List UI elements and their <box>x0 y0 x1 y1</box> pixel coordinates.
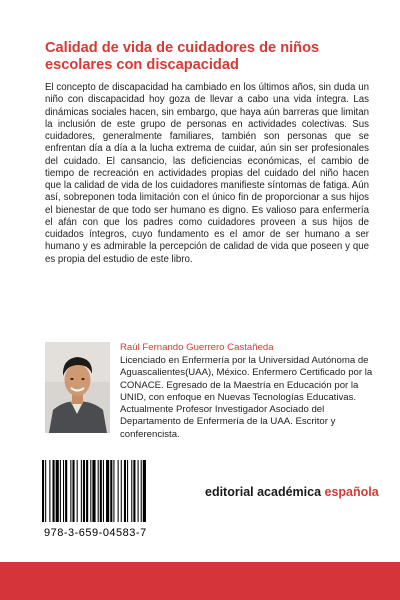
barcode-bar <box>53 460 55 522</box>
barcode-bar <box>110 460 112 522</box>
barcode-bar <box>90 460 91 522</box>
author-name: Raúl Fernando Guerrero Castañeda <box>120 342 274 353</box>
barcode-bar <box>42 460 44 522</box>
barcode-bar <box>127 460 128 522</box>
barcode-bar <box>77 460 78 522</box>
barcode-bar <box>72 460 74 522</box>
publisher-name-main: editorial académica <box>205 485 325 499</box>
barcode-bar <box>63 460 64 522</box>
barcode-bar <box>81 460 82 522</box>
barcode-bar <box>92 460 95 522</box>
barcode-bar <box>45 460 46 522</box>
barcode-bar <box>100 460 102 522</box>
barcode-bar <box>98 460 99 522</box>
barcode-bar <box>141 460 142 522</box>
barcode-bar <box>65 460 67 522</box>
barcode-bar <box>83 460 85 522</box>
bottom-color-band <box>0 562 400 600</box>
book-title: Calidad de vida de cuidadores de niños escolares con discapacidad <box>45 40 320 73</box>
barcode-bar <box>143 460 146 522</box>
author-photo <box>45 342 110 433</box>
barcode-bar <box>131 460 132 522</box>
book-blurb: El concepto de discapacidad ha cambiado en los últimos años, sin duda un niño con discapacidad hoy goza de llevar a cabo una vida íntegra. Las dinámicas sociales hacen, sin embargo, que haya aún barreras que limitan la inclusión de este grupo de personas en actividades colectivas. Sus cuidadores, generalmente familiares, también son personas que se enfrentan día a día a la lucha extrema de cuidar, aún sin ser profesionales del cuidado. El cansancio, las deficiencias económicas, el cambio de tiempo de recreación en actividades propias del cuidado del niño hacen que la calidad de vida de los cuidadores manifieste síntomas de fatiga. Aún así, sobreponen toda limitación con el único fin de proporcionar a sus hijos el bienestar de que todo ser humano es digno. Es valioso para enfermería el afán con que los padres como cuidadores proveen a sus hijos de cuidados íntegros, cuyo fundamento es el amor de ser humano a ser humano y es admirable la percepción de calidad de vida que poseen y que es propia del estudio de este libro. <box>45 82 369 265</box>
barcode-bar <box>86 460 88 522</box>
barcode-bar <box>113 460 114 522</box>
barcode-bar <box>121 460 122 522</box>
barcode-bars <box>38 460 172 526</box>
barcode-bar <box>124 460 126 522</box>
barcode-bar <box>133 460 135 522</box>
barcode-bar <box>103 460 104 522</box>
barcode-bar <box>60 460 61 522</box>
author-bio: Licenciado en Enfermería por la Universidad Autónoma de Aguascalientes(UAA), México. Enfermero Certificado por la CONACE. Egresado de la Maestría en Educación por la UNID, con enfoque en Nuevas Tecnologías Educativas. Actualmente Profesor Investigador Asociado del Departamento de Enfermería de la UAA. Escritor y conferencista. <box>120 355 373 440</box>
isbn-number: 978-3-659-04583-7 <box>44 527 147 539</box>
publisher-name-accent: española <box>324 485 379 499</box>
barcode-bar <box>49 460 50 522</box>
barcode-bar <box>70 460 71 522</box>
barcode-bar <box>106 460 109 522</box>
publisher-name <box>205 485 379 499</box>
barcode-bar <box>56 460 59 522</box>
author-portrait-image <box>45 342 110 433</box>
barcode-bar <box>138 460 139 522</box>
barcode-bar <box>118 460 119 522</box>
